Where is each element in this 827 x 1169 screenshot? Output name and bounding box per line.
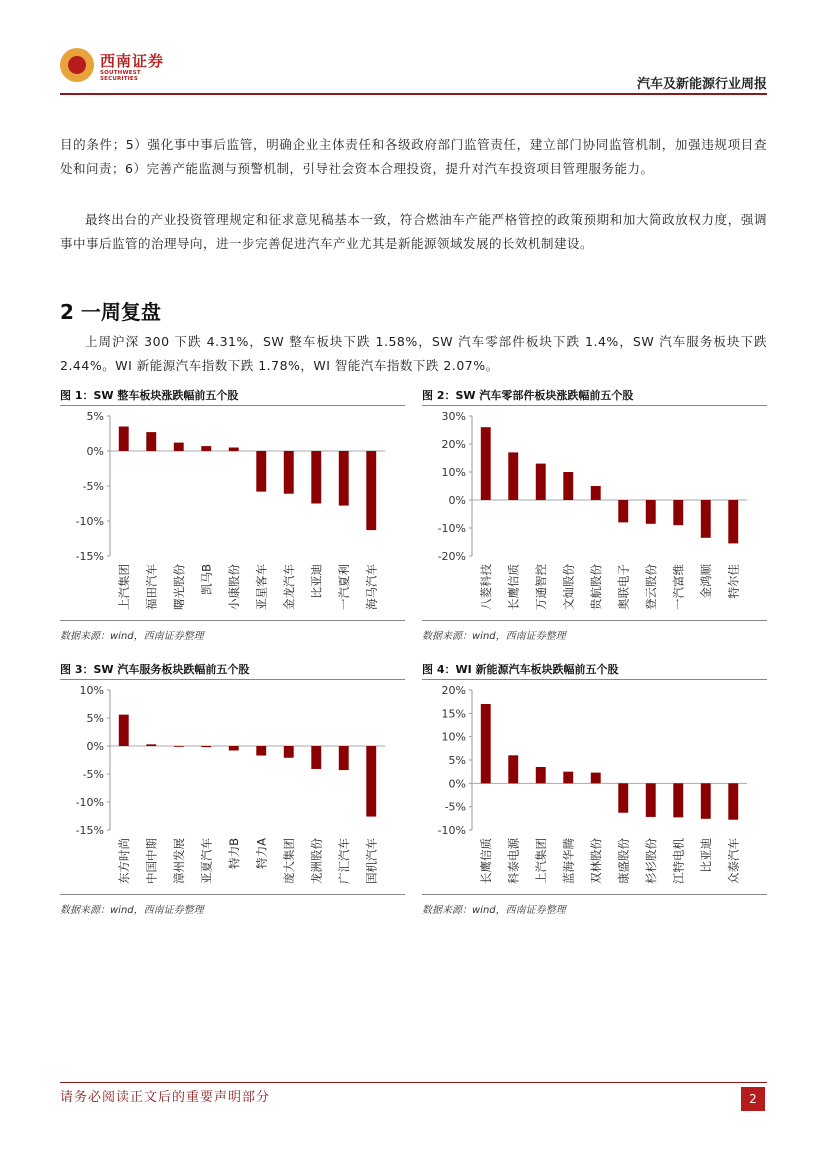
y-tick-label: -10% bbox=[437, 522, 466, 535]
y-tick-label: 15% bbox=[441, 707, 466, 721]
x-category-label: 众泰汽车 bbox=[726, 838, 741, 884]
bar bbox=[366, 746, 376, 817]
figure-bottom-rule bbox=[60, 894, 405, 895]
figure-caption: 图 2：SW 汽车零部件板块涨跌幅前五个股 bbox=[422, 389, 634, 402]
x-category-label: 亚星客车 bbox=[254, 564, 269, 610]
logo-emblem-icon bbox=[60, 48, 94, 82]
x-category-label: 比亚迪 bbox=[309, 564, 324, 599]
x-category-label: 万通智控 bbox=[533, 564, 548, 610]
figure-1 bbox=[60, 387, 405, 642]
x-category-label: 中国中期 bbox=[144, 838, 159, 884]
x-category-label: 文灿股份 bbox=[561, 564, 576, 610]
y-tick-label: 0% bbox=[86, 740, 104, 753]
bar bbox=[229, 746, 239, 750]
x-category-label: 漳州发展 bbox=[171, 838, 186, 884]
x-category-label: 金鸿顺 bbox=[698, 564, 713, 599]
page-number: 2 bbox=[741, 1087, 765, 1111]
bar-chart-wi-nev bbox=[422, 680, 767, 894]
bar bbox=[728, 500, 738, 543]
footer-disclaimer: 请务必阅读正文后的重要声明部分 bbox=[60, 1090, 271, 1105]
y-tick-label: -5% bbox=[82, 480, 104, 493]
weekly-summary: 上周沪深 300 下跌 4.31%，SW 整车板块下跌 1.58%，SW 汽车零部件板块下跌 1.4%，SW 汽车服务板块下跌 2.44%。WI 新能源汽车指数下跌 1.78%，WI 智能汽车指数下跌 2.07%。 bbox=[60, 334, 767, 373]
x-category-label: 双林股份 bbox=[588, 838, 603, 884]
figure-2 bbox=[422, 387, 767, 642]
bar bbox=[536, 767, 546, 783]
x-category-label: 庞大集团 bbox=[281, 838, 296, 884]
x-category-label: 江特电机 bbox=[671, 838, 686, 884]
figure-bottom-rule bbox=[422, 894, 767, 895]
figure-caption: 图 4：WI 新能源汽车板块跌幅前五个股 bbox=[422, 663, 619, 676]
y-tick-label: -10% bbox=[437, 824, 466, 837]
figure-caption: 图 3：SW 汽车服务板块跌幅前五个股 bbox=[60, 663, 250, 676]
bar bbox=[311, 746, 321, 769]
bar bbox=[146, 744, 156, 746]
bar bbox=[591, 773, 601, 784]
y-tick-label: -10% bbox=[75, 515, 104, 528]
y-tick-label: 5% bbox=[86, 410, 104, 423]
company-logo bbox=[60, 46, 180, 86]
x-category-label: 长鹰信质 bbox=[478, 838, 493, 884]
bar-chart-sw-vehicle bbox=[60, 406, 405, 620]
x-category-label: 特尔佳 bbox=[726, 564, 741, 599]
bar bbox=[174, 443, 184, 451]
y-tick-label: 5% bbox=[86, 712, 104, 725]
y-tick-label: 20% bbox=[441, 438, 466, 451]
bar bbox=[701, 783, 711, 818]
bar bbox=[536, 464, 546, 500]
bar bbox=[366, 451, 376, 530]
x-category-label: 比亚迪 bbox=[698, 838, 713, 873]
x-category-label: 特力B bbox=[226, 838, 241, 869]
bar-chart-sw-parts bbox=[422, 406, 767, 620]
figure-bottom-rule bbox=[60, 620, 405, 621]
paragraph-policy-summary: 最终出台的产业投资管理规定和征求意见稿基本一致，符合燃油车产能严格管控的政策预期和加大简政放权力度，强调事中事后监管的治理导向，进一步完善促进汽车产业尤其是新能源领域发展的长效机制建设。 bbox=[60, 212, 767, 251]
bar bbox=[481, 704, 491, 783]
x-category-label: 康盛股份 bbox=[616, 838, 631, 884]
bar bbox=[119, 715, 129, 746]
figure-bottom-rule bbox=[422, 620, 767, 621]
figure-source: 数据来源：wind，西南证券整理 bbox=[60, 631, 204, 642]
y-tick-label: -20% bbox=[437, 550, 466, 563]
y-tick-label: 10% bbox=[79, 684, 104, 697]
x-category-label: 特力A bbox=[254, 838, 269, 869]
bar bbox=[563, 772, 573, 784]
x-category-label: 奥联电子 bbox=[616, 564, 631, 610]
x-category-label: 广汇汽车 bbox=[336, 838, 351, 884]
logo-chinese-name: 西南证券 bbox=[100, 52, 165, 70]
y-tick-label: -15% bbox=[75, 550, 104, 563]
bar bbox=[646, 783, 656, 817]
bar bbox=[563, 472, 573, 500]
figure-3 bbox=[60, 661, 405, 916]
bar bbox=[311, 451, 321, 504]
bar bbox=[119, 427, 129, 452]
x-category-label: 科泰电源 bbox=[506, 838, 521, 884]
x-category-label: 小康股份 bbox=[226, 564, 241, 610]
x-category-label: 杉杉股份 bbox=[643, 838, 658, 884]
y-tick-label: -5% bbox=[444, 800, 466, 814]
bar bbox=[646, 500, 656, 524]
bar bbox=[618, 783, 628, 812]
x-category-label: 曙光股份 bbox=[171, 564, 186, 610]
bar bbox=[673, 500, 683, 525]
y-tick-label: -10% bbox=[75, 796, 104, 809]
x-category-label: 长鹰信质 bbox=[506, 564, 521, 610]
x-category-label: 东方时尚 bbox=[116, 838, 131, 884]
bar bbox=[728, 783, 738, 819]
x-category-label: 金龙汽车 bbox=[281, 564, 296, 610]
report-title: 汽车及新能源行业周报 bbox=[636, 77, 767, 92]
figure-caption: 图 1：SW 整车板块涨跌幅前五个股 bbox=[60, 389, 239, 402]
bar bbox=[339, 746, 349, 770]
bar bbox=[146, 432, 156, 451]
y-tick-label: 10% bbox=[441, 466, 466, 479]
footer-divider bbox=[60, 1082, 767, 1083]
header-divider bbox=[60, 93, 767, 95]
y-tick-label: 30% bbox=[441, 410, 466, 423]
bar bbox=[508, 452, 518, 500]
bar bbox=[284, 451, 294, 494]
y-tick-label: -15% bbox=[75, 824, 104, 837]
bar-chart-sw-service bbox=[60, 680, 405, 894]
bar bbox=[481, 427, 491, 500]
bar bbox=[591, 486, 601, 500]
figure-source: 数据来源：wind，西南证券整理 bbox=[60, 905, 204, 916]
x-category-label: 贵航股份 bbox=[588, 564, 603, 610]
x-category-label: 八菱科技 bbox=[478, 564, 493, 610]
x-category-label: 上汽集团 bbox=[116, 564, 131, 610]
y-tick-label: 0% bbox=[448, 777, 466, 791]
figure-source: 数据来源：wind，西南证券整理 bbox=[422, 631, 566, 642]
x-category-label: 上汽集团 bbox=[533, 838, 548, 884]
y-tick-label: -5% bbox=[82, 768, 104, 781]
bar bbox=[701, 500, 711, 538]
bar bbox=[229, 448, 239, 452]
bar bbox=[508, 755, 518, 783]
y-tick-label: 0% bbox=[86, 445, 104, 458]
figure-source: 数据来源：wind，西南证券整理 bbox=[422, 905, 566, 916]
page-header bbox=[0, 0, 827, 95]
x-category-label: 登云股份 bbox=[643, 564, 658, 610]
bar bbox=[256, 451, 266, 492]
x-category-label: 龙洲股份 bbox=[309, 838, 324, 884]
y-tick-label: 10% bbox=[441, 730, 466, 744]
bar bbox=[673, 783, 683, 817]
x-category-label: 福田汽车 bbox=[144, 564, 159, 610]
bar bbox=[174, 746, 184, 747]
bar bbox=[256, 746, 266, 756]
section-title: 2 一周复盘 bbox=[60, 300, 161, 324]
x-category-label: 凯马B bbox=[199, 564, 214, 595]
y-tick-label: 5% bbox=[448, 754, 466, 767]
bar bbox=[618, 500, 628, 522]
y-tick-label: 0% bbox=[448, 494, 466, 507]
logo-english-name: SOUTHWEST SECURITIES bbox=[100, 70, 141, 82]
x-category-label: 海马汽车 bbox=[364, 564, 379, 610]
y-tick-label: 20% bbox=[441, 684, 466, 697]
x-category-label: 一汽富维 bbox=[671, 564, 686, 610]
x-category-label: 一汽夏利 bbox=[336, 564, 351, 610]
bar bbox=[339, 451, 349, 506]
x-category-label: 蓝海华腾 bbox=[561, 838, 576, 884]
bar bbox=[201, 746, 211, 747]
x-category-label: 亚夏汽车 bbox=[199, 838, 214, 884]
paragraph-policy-conditions: 目的条件；5）强化事中事后监管，明确企业主体责任和各级政府部门监管责任，建立部门协同监管机制，加强违规项目查处和问责；6）完善产能监测与预警机制，引导社会资本合理投资，提升对汽车投资项目管理服务能力。 bbox=[60, 137, 767, 176]
bar bbox=[201, 446, 211, 451]
x-category-label: 国机汽车 bbox=[364, 838, 379, 884]
bar bbox=[284, 746, 294, 758]
figure-4 bbox=[422, 661, 767, 916]
